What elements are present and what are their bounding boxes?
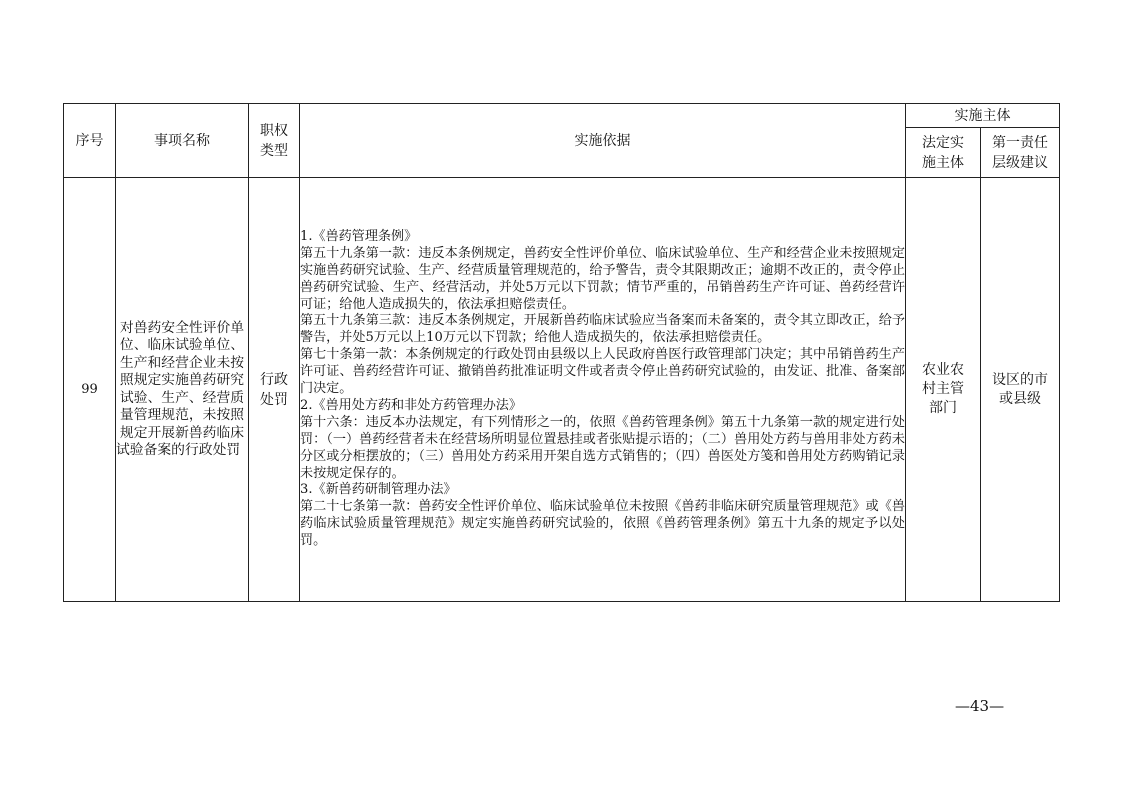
header-seq: 序号 [64, 104, 116, 178]
row-legal-subject: 农业农村主管部门 [906, 178, 981, 602]
header-name: 事项名称 [116, 104, 249, 178]
basis-paragraph: 第十六条：违反本办法规定，有下列情形之一的，依照《兽药管理条例》第五十九条第一款的规定进行处罚：（一）兽药经营者未在经营场所明显位置悬挂或者张贴提示语的；（二）兽用处方药与兽用非处方药未分区或分柜摆放的；（三）兽用处方药采用开架自选方式销售的；（四）兽医处方笺和兽用处方药购销记录未按规定保存的。 [300, 414, 905, 481]
basis-paragraph: 1.《兽药管理条例》 [300, 228, 418, 244]
basis-paragraph: 第七十条第一款：本条例规定的行政处罚由县级以上人民政府兽医行政管理部门决定；其中吊销兽药生产许可证、兽药经营许可证、撤销兽药批准证明文件或者责令停止兽药研究试验的，由发证、批准、备案部门决定。 [300, 347, 905, 397]
header-subject-group: 实施主体 [906, 104, 1060, 128]
header-basis: 实施依据 [300, 104, 906, 178]
row-authority-type: 行政处罚 [249, 178, 300, 602]
header-type: 职权类型 [249, 104, 300, 178]
header-first-level: 第一责任层级建议 [981, 128, 1060, 178]
page-number: —43— [955, 697, 1005, 715]
basis-paragraph: 2.《兽用处方药和非处方药管理办法》 [300, 397, 522, 413]
row-basis [300, 178, 906, 602]
basis-paragraph: 第五十九条第一款：违反本条例规定，兽药安全性评价单位、临床试验单位、生产和经营企业未按照规定实施兽药研究试验、生产、经营质量管理规范的，给予警告，责令其限期改正；逾期不改正的，责令停止兽药研究试验、生产、经营活动，并处5万元以下罚款；情节严重的，吊销兽药生产许可证、兽药经营许可证；给他人造成损失的，依法承担赔偿责任。 [300, 245, 905, 312]
enforcement-table [63, 103, 1060, 602]
header-legal-subject: 法定实施主体 [906, 128, 981, 178]
basis-paragraph: 第五十九条第三款：违反本条例规定，开展新兽药临床试验应当备案而未备案的，责令其立即改正，给予警告，并处5万元以上10万元以下罚款；给他人造成损失的，依法承担赔偿责任。 [300, 313, 905, 346]
row-first-level: 设区的市或县级 [981, 178, 1060, 602]
basis-paragraph: 第二十七条第一款：兽药安全性评价单位、临床试验单位未按照《兽药非临床研究质量管理规范》或《兽药临床试验质量管理规范》规定实施兽药研究试验的，依照《兽药管理条例》第五十九条的规定予以处罚。 [300, 499, 905, 549]
row-item-name: 对兽药安全性评价单位、临床试验单位、生产和经营企业未按照规定实施兽药研究试验、生产、经营质量管理规范，未按照规定开展新兽药临床试验备案的行政处罚 [116, 178, 249, 602]
row-seq: 99 [64, 178, 116, 602]
basis-paragraph: 3.《新兽药研制管理办法》 [300, 482, 457, 498]
